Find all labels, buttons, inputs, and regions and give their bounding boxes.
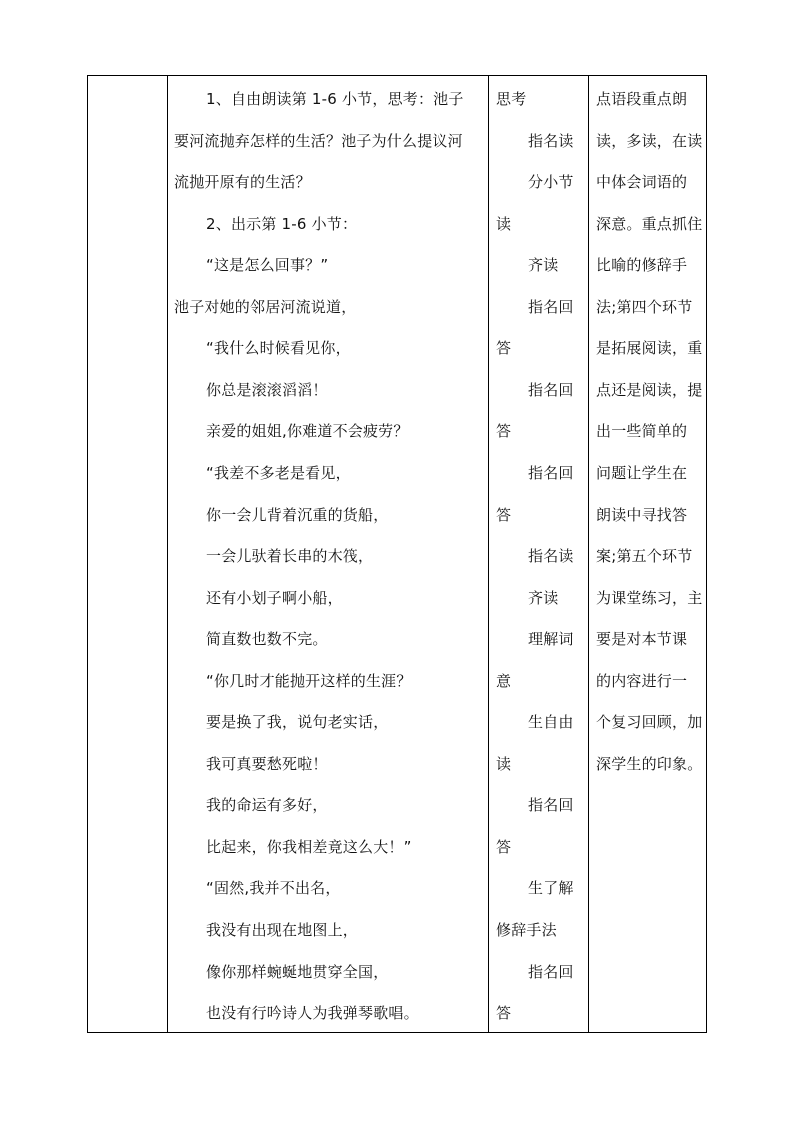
note-line: 出一些简单的 [596, 422, 688, 441]
lesson-table [87, 75, 707, 1033]
activity-line: 指名回 [528, 962, 574, 981]
activity-line: 指名回 [528, 380, 574, 399]
activity-line: 读 [496, 214, 512, 233]
activity-line: 答 [496, 422, 512, 441]
note-line: 为课堂练习，主 [596, 588, 703, 607]
content-line: 一会儿驮着长串的木筏， [206, 547, 374, 566]
content-line: 我没有出现在地图上， [206, 921, 359, 939]
content-line: “固然,我并不出名， [206, 879, 341, 898]
note-line: 个复习回顾，加 [596, 713, 703, 732]
activity-line: 理解词 [528, 630, 574, 649]
activity-line: 分小节 [528, 173, 574, 192]
activity-line: 指名读 [528, 547, 574, 566]
activity-line: 读 [496, 754, 512, 773]
content-line: “这是怎么回事？” [206, 256, 329, 275]
note-line: 是拓展阅读，重 [596, 339, 703, 358]
content-line: 亲爱的姐姐,你难道不会疲劳？ [206, 422, 409, 441]
content-line: 1、自由朗读第 1-6 小节，思考：池子 [206, 90, 464, 108]
content-line: 2、出示第 1-6 小节： [206, 214, 358, 233]
content-line: 要是换了我，说句老实话， [206, 713, 389, 732]
content-line: 简直数也数不完。 [206, 630, 328, 649]
column-divider-1 [167, 76, 168, 1032]
content-line: 还有小划子啊小船， [206, 588, 343, 607]
activity-line: 生了解 [528, 879, 574, 898]
content-line: 也没有行吟诗人为我弹琴歌唱。 [206, 1004, 419, 1023]
content-line: “我什么时候看见你， [206, 339, 351, 358]
content-line: 你一会儿背着沉重的货船， [206, 505, 389, 524]
activity-line: 齐读 [528, 256, 559, 275]
content-line: 池子对她的邻居河流说道， [174, 297, 357, 316]
note-line: 点语段重点朗 [596, 90, 688, 108]
note-line: 深学生的印象。 [596, 754, 703, 773]
note-line: 的内容进行一 [596, 671, 688, 690]
activity-line: 答 [496, 1004, 512, 1023]
content-line: 我的命运有多好， [206, 796, 328, 815]
activity-line: 答 [496, 339, 512, 358]
activity-line: 指名回 [528, 463, 574, 482]
activity-line: 指名回 [528, 297, 574, 316]
column-divider-2 [488, 76, 489, 1032]
content-line: 你总是滚滚滔滔！ [206, 380, 328, 399]
note-line: 问题让学生在 [596, 463, 688, 482]
note-line: 比喻的修辞手 [596, 256, 688, 275]
content-line: 流抛开原有的生活？ [174, 173, 311, 192]
note-line: 要是对本节课 [596, 630, 688, 649]
content-line: “你几时才能抛开这样的生涯？ [206, 671, 412, 690]
note-line: 案;第五个环节 [596, 547, 693, 566]
content-line: “我差不多老是看见， [206, 463, 351, 482]
activity-line: 答 [496, 505, 512, 524]
activity-line: 指名读 [528, 131, 574, 150]
content-line: 要河流抛弃怎样的生活？池子为什么提议河 [174, 131, 463, 150]
note-line: 深意。重点抓住 [596, 214, 703, 233]
content-line: 比起来，你我相差竟这么大！” [206, 837, 412, 856]
activity-line: 修辞手法 [496, 921, 557, 939]
note-line: 读，多读，在读 [596, 131, 703, 150]
note-line: 中体会词语的 [596, 173, 688, 192]
activity-line: 意 [496, 671, 512, 690]
content-line: 像你那样蜿蜒地贯穿全国， [206, 962, 389, 981]
note-line: 法;第四个环节 [596, 297, 693, 316]
activity-line: 指名回 [528, 796, 574, 815]
activity-line: 生自由 [528, 713, 574, 732]
note-line: 点还是阅读，提 [596, 380, 703, 399]
column-divider-3 [588, 76, 589, 1032]
note-line: 朗读中寻找答 [596, 505, 688, 524]
activity-line: 思考 [496, 90, 527, 108]
activity-line: 答 [496, 837, 512, 856]
content-line: 我可真要愁死啦！ [206, 754, 328, 773]
activity-line: 齐读 [528, 588, 559, 607]
